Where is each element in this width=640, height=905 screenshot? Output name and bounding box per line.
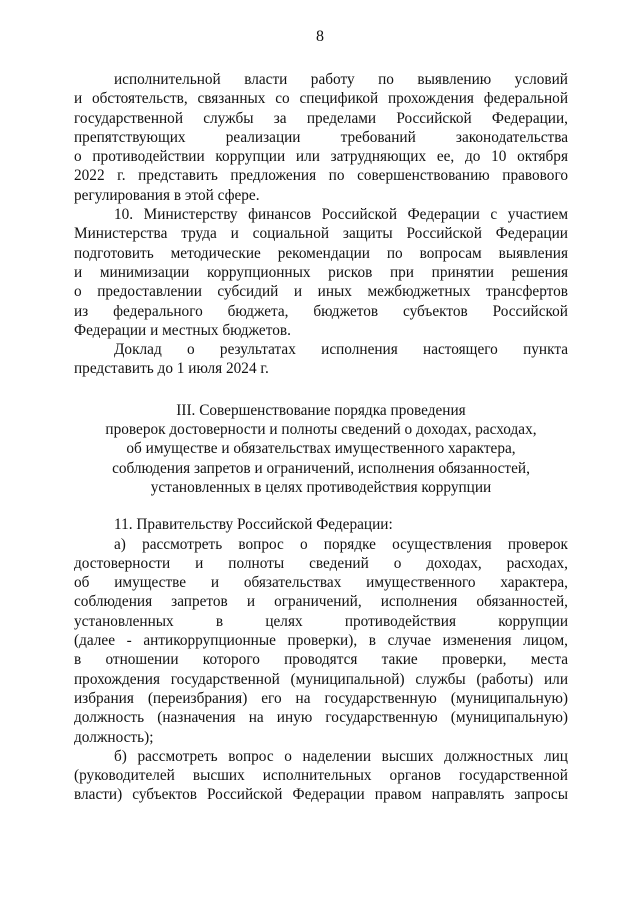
- text-line: представить до 1 июля 2024 г.: [74, 360, 269, 378]
- document-body: [74, 70, 568, 805]
- text-line: из федерального бюджета, бюджетов субъектов Российской: [74, 302, 568, 320]
- paragraph: [74, 205, 568, 340]
- text-line: соблюдения запретов и ограничений, исполнения обязанностей,: [74, 593, 568, 611]
- text-line: власти) субъектов Российской Федерации правом направлять запросы: [74, 786, 568, 804]
- heading-line: проверок достоверности и полноты сведений о доходах, расходах,: [105, 421, 537, 439]
- text-line: б) рассмотреть вопрос о наделении высших должностных лиц: [114, 747, 568, 765]
- text-line: (далее - антикоррупционные проверки), в случае изменения лицом,: [74, 632, 568, 650]
- heading-line: соблюдения запретов и ограничений, исполнения обязанностей,: [112, 459, 530, 477]
- text-line: а) рассмотреть вопрос о порядке осуществления проверок: [114, 535, 568, 553]
- text-line: в отношении которого проводятся такие проверки, места: [74, 651, 568, 669]
- paragraph: [74, 340, 568, 379]
- text-line: 10. Министерству финансов Российской Федерации с участием: [114, 206, 568, 224]
- text-line: Доклад о результатах исполнения настоящего пункта: [114, 341, 568, 359]
- paragraph: [74, 70, 568, 205]
- text-line: Федерации и местных бюджетов.: [74, 321, 291, 339]
- text-line: установленных в целях противодействия коррупции: [74, 612, 568, 630]
- text-line: 11. Правительству Российской Федерации:: [114, 516, 393, 534]
- text-line: избрания (переизбрания) его на государственную (муниципальную): [74, 689, 568, 707]
- paragraph: [74, 515, 568, 534]
- paragraphs-before: [74, 70, 568, 379]
- text-line: и обстоятельств, связанных со спецификой прохождения федеральной: [74, 90, 568, 108]
- text-line: (руководителей высших исполнительных органов государственной: [74, 767, 568, 785]
- heading-line: об имуществе и обязательствах имущественного характера,: [126, 440, 516, 458]
- text-line: о предоставлении субсидий и иных межбюджетных трансфертов: [74, 283, 568, 301]
- text-line: прохождения государственной (муниципальной) службы (работы) или: [74, 670, 568, 688]
- paragraphs-after: [74, 515, 568, 804]
- text-line: об имуществе и обязательствах имущественного характера,: [74, 574, 568, 592]
- heading-line: установленных в целях противодействия коррупции: [150, 478, 492, 496]
- heading-line: III. Совершенствование порядка проведения: [176, 401, 466, 419]
- paragraph: [74, 535, 568, 747]
- text-line: 2022 г. представить предложения по совершенствованию правового: [74, 167, 568, 185]
- text-line: государственной службы за пределами Российской Федерации,: [74, 109, 568, 127]
- page-number: 8: [316, 28, 324, 45]
- text-line: достоверности и полноты сведений о доходах, расходах,: [74, 554, 568, 572]
- text-line: подготовить методические рекомендации по вопросам выявления: [74, 244, 568, 262]
- text-line: о противодействии коррупции или затрудняющих ее, до 10 октября: [74, 148, 568, 166]
- paragraph: [74, 747, 568, 805]
- text-line: препятствующих реализации требований законодательства: [74, 128, 568, 146]
- section-heading: [74, 401, 568, 497]
- text-line: должность (назначения на иную государственную (муниципальную): [74, 709, 568, 727]
- text-line: должность);: [74, 728, 154, 746]
- text-line: регулирования в этой сфере.: [74, 186, 260, 204]
- text-line: и минимизации коррупционных рисков при принятии решения: [74, 263, 568, 281]
- text-line: исполнительной власти работу по выявлению условий: [114, 71, 568, 88]
- text-line: Министерства труда и социальной защиты Российской Федерации: [74, 225, 568, 243]
